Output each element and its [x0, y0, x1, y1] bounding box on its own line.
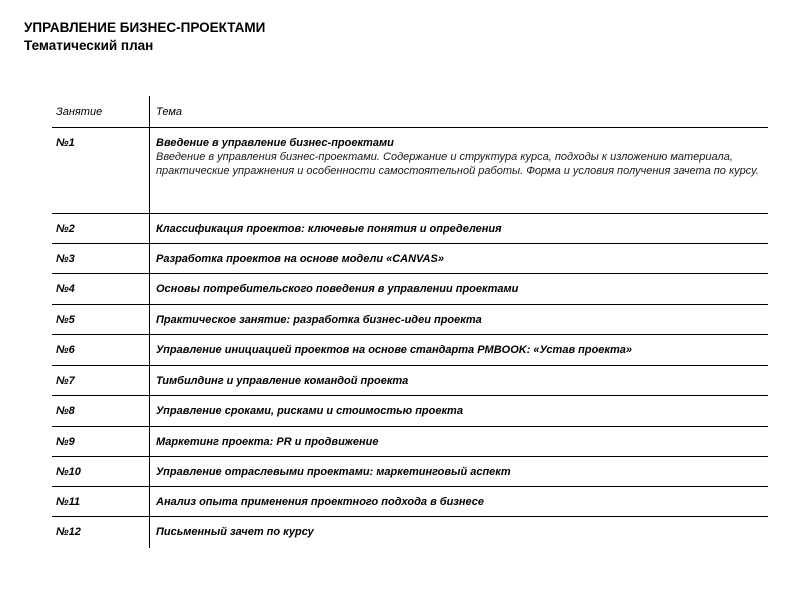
document-subtitle: Тематический план [24, 38, 154, 53]
session-topic: Разработка проектов на основе модели «CANVAS» [156, 253, 444, 265]
document-title: УПРАВЛЕНИЕ БИЗНЕС-ПРОЕКТАМИ [24, 20, 266, 35]
table-row [52, 305, 768, 335]
session-number: №8 [56, 405, 75, 417]
table-row [52, 427, 768, 457]
table-row [52, 366, 768, 396]
session-number: №2 [56, 223, 75, 235]
session-number: №7 [56, 375, 75, 387]
session-number: №5 [56, 314, 75, 326]
session-number: №9 [56, 436, 75, 448]
session-number: №11 [56, 496, 81, 508]
session-number: №10 [56, 466, 81, 478]
session-topic: Тимбилдинг и управление командой проекта [156, 375, 409, 387]
table-row [52, 335, 768, 366]
session-topic: Маркетинг проекта: PR и продвижение [156, 436, 379, 448]
session-number: №12 [56, 526, 81, 538]
session-number: №1 [56, 137, 75, 149]
table-row [52, 487, 768, 517]
table-row [52, 274, 768, 305]
session-topic: Анализ опыта применения проектного подхода в бизнесе [156, 496, 485, 508]
session-topic: Основы потребительского поведения в управлении проектами [156, 283, 519, 295]
session-number: №6 [56, 344, 75, 356]
table-row [52, 457, 768, 487]
session-topic: Классификация проектов: ключевые понятия и определения [156, 223, 502, 235]
session-number: №3 [56, 253, 75, 265]
session-number: №4 [56, 283, 75, 295]
session-description: Введение в управления бизнес-проектами. Содержание и структура курса, подходы к изложению материала, практические упражнения и особенности самостоятельной работы. Форма и условия получения зачета по курсу. [156, 151, 759, 177]
table-header-row [52, 96, 768, 128]
session-topic-cell [156, 136, 764, 178]
table-row [52, 214, 768, 244]
session-topic: Управление отраслевыми проектами: маркетинговый аспект [156, 466, 511, 478]
thematic-plan-table [52, 96, 768, 548]
header-topic: Тема [156, 106, 183, 118]
table-row [52, 396, 768, 427]
document-header [24, 19, 265, 55]
table-row [52, 128, 768, 214]
table-row [52, 244, 768, 274]
session-topic: Управление инициацией проектов на основе стандарта PMBOOK: «Устав проекта» [156, 344, 633, 356]
session-topic: Введение в управление бизнес-проектами [156, 137, 394, 149]
session-topic: Письменный зачет по курсу [156, 526, 314, 538]
header-session: Занятие [56, 106, 103, 118]
session-topic: Практическое занятие: разработка бизнес-идеи проекта [156, 314, 482, 326]
table-row [52, 517, 768, 548]
session-topic: Управление сроками, рисками и стоимостью проекта [156, 405, 463, 417]
